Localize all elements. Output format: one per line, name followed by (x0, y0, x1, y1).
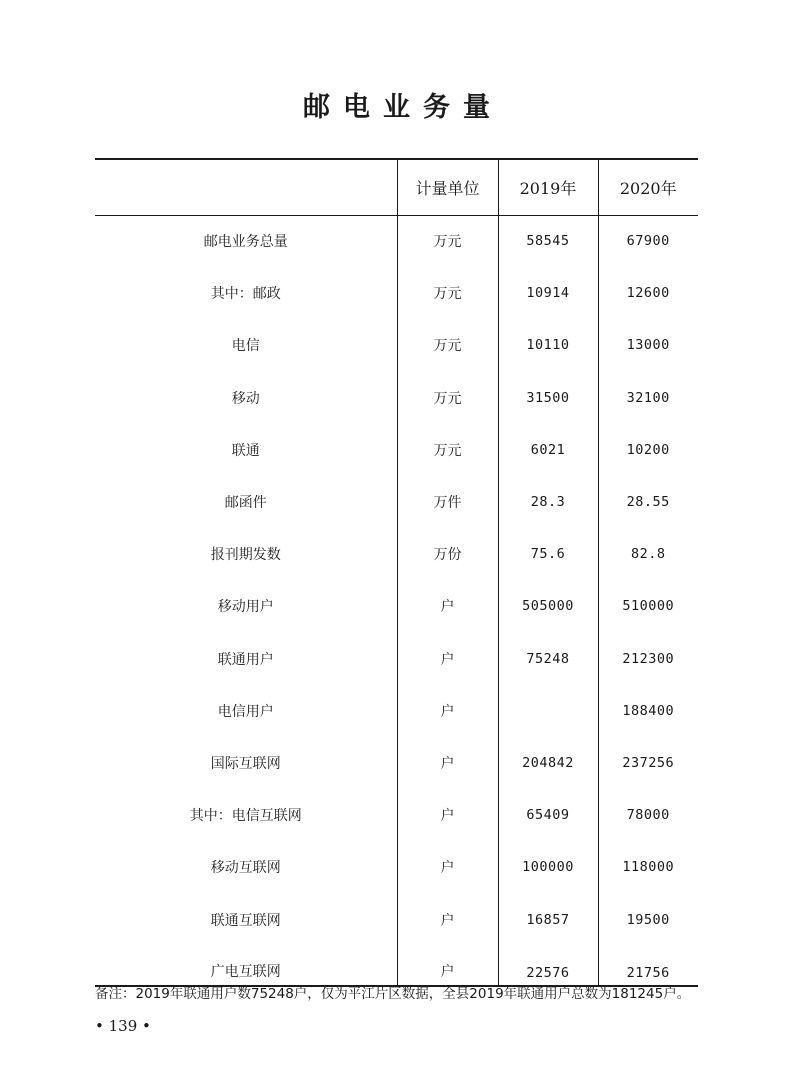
table-row (95, 424, 698, 476)
row-value-2019: 204842 (498, 737, 598, 789)
row-unit: 户 (397, 685, 498, 737)
row-value-2019: 16857 (498, 893, 598, 945)
table-row (95, 841, 698, 893)
row-item-name: 移动互联网 (210, 860, 281, 877)
table-row (95, 319, 698, 371)
row-unit: 户 (397, 633, 498, 685)
row-item-name: 电信用户 (217, 703, 274, 720)
header-unit: 计量单位 (397, 159, 498, 215)
row-value-2020: 212300 (598, 633, 698, 685)
row-unit: 万元 (397, 424, 498, 476)
header-item (95, 159, 397, 215)
row-value-2019: 58545 (498, 215, 598, 267)
row-item-name: 邮电业务总量 (203, 234, 288, 251)
row-value-2020: 19500 (598, 893, 698, 945)
table-row (95, 633, 698, 685)
row-value-2019: 505000 (498, 580, 598, 632)
row-value-2020: 32100 (598, 372, 698, 424)
row-unit: 户 (397, 580, 498, 632)
row-unit: 户 (397, 946, 498, 986)
row-value-2020: 237256 (598, 737, 698, 789)
row-item-name: 电信 (231, 338, 260, 355)
row-unit: 万件 (397, 476, 498, 528)
row-unit: 万元 (397, 319, 498, 371)
row-item-name: 其中：电信互联网 (189, 808, 302, 825)
row-value-2020: 510000 (598, 580, 698, 632)
row-value-2019: 10914 (498, 267, 598, 319)
row-unit: 户 (397, 789, 498, 841)
page-title: 邮电业务量 (303, 92, 503, 123)
row-value-2020: 78000 (598, 789, 698, 841)
row-item-name: 联通 (231, 442, 260, 459)
row-unit: 万元 (397, 215, 498, 267)
footnote: 备注：2019年联通用户数75248户，仅为平江片区数据，全县2019年联通用户总数为181245户。 (95, 986, 691, 1002)
header-year-2019: 2019年 (498, 159, 598, 215)
table-row (95, 737, 698, 789)
table-row (95, 789, 698, 841)
table-body (95, 215, 698, 986)
row-value-2020: 13000 (598, 319, 698, 371)
row-item-name: 移动 (231, 390, 260, 407)
table-row (95, 893, 698, 945)
row-item-name: 报刊期发数 (210, 547, 281, 564)
table-row (95, 685, 698, 737)
row-value-2020: 12600 (598, 267, 698, 319)
row-value-2019: 31500 (498, 372, 598, 424)
row-value-2020: 188400 (598, 685, 698, 737)
row-value-2020: 21756 (598, 946, 698, 986)
row-value-2020: 82.8 (598, 528, 698, 580)
row-item-name: 联通互联网 (210, 912, 281, 929)
row-value-2019: 22576 (498, 946, 598, 986)
row-value-2020: 10200 (598, 424, 698, 476)
row-value-2020: 28.55 (598, 476, 698, 528)
table-row (95, 528, 698, 580)
table-row (95, 476, 698, 528)
table-row (95, 580, 698, 632)
row-unit: 户 (397, 737, 498, 789)
row-value-2019: 10110 (498, 319, 598, 371)
row-value-2019 (498, 685, 598, 737)
row-value-2020: 118000 (598, 841, 698, 893)
row-item-name: 国际互联网 (210, 755, 281, 772)
row-value-2019: 75.6 (498, 528, 598, 580)
table-row (95, 372, 698, 424)
row-item-name: 广电互联网 (95, 946, 397, 986)
row-value-2019: 6021 (498, 424, 598, 476)
row-item-name: 联通用户 (217, 651, 274, 668)
row-value-2019: 75248 (498, 633, 598, 685)
row-unit: 万份 (397, 528, 498, 580)
statistics-table-container (95, 158, 698, 987)
row-unit: 户 (397, 893, 498, 945)
table-row (95, 215, 698, 267)
table-row (95, 946, 698, 986)
table-row (95, 267, 698, 319)
row-unit: 万元 (397, 372, 498, 424)
row-item-name: 邮函件 (224, 495, 267, 512)
row-item-name: 其中：邮政 (210, 286, 281, 303)
row-unit: 户 (397, 841, 498, 893)
row-item-name: 移动用户 (217, 599, 274, 616)
row-unit: 万元 (397, 267, 498, 319)
page-number: • 139 • (95, 1017, 151, 1035)
postal-telecom-table (95, 158, 698, 987)
table-header-row (95, 159, 698, 215)
row-value-2020: 67900 (598, 215, 698, 267)
header-year-2020: 2020年 (598, 159, 698, 215)
row-value-2019: 65409 (498, 789, 598, 841)
row-value-2019: 100000 (498, 841, 598, 893)
row-value-2019: 28.3 (498, 476, 598, 528)
